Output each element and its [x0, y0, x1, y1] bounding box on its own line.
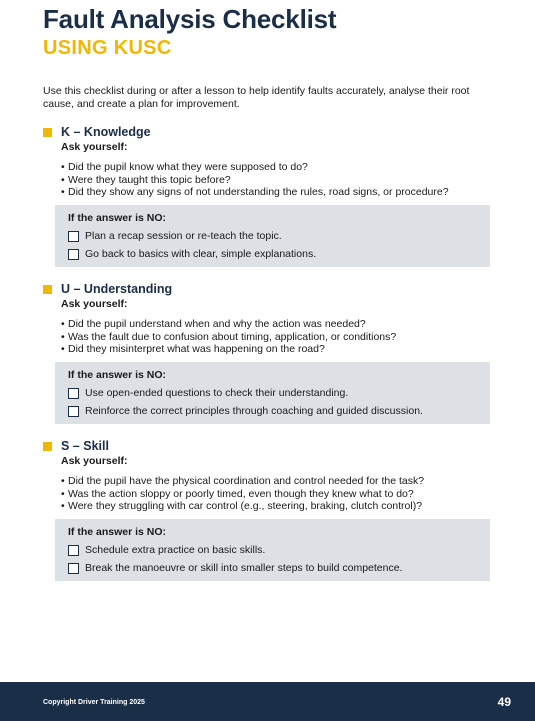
question-text: Were they struggling with car control (e.g., steering, braking, clutch control)? — [68, 500, 423, 512]
bullet-icon: • — [61, 186, 65, 198]
checklist-option[interactable] — [68, 562, 490, 575]
question-list — [61, 318, 493, 356]
question-text: Did the pupil have the physical coordination and control needed for the task? — [68, 475, 425, 487]
checklist-option[interactable] — [68, 248, 490, 261]
bullet-icon: • — [61, 475, 65, 487]
option-label: Go back to basics with clear, simple explanations. — [85, 248, 317, 260]
option-label: Reinforce the correct principles through coaching and guided discussion. — [85, 405, 423, 417]
checklist-option[interactable] — [68, 387, 490, 400]
section-understanding — [43, 281, 493, 424]
yellow-square-icon — [43, 128, 52, 137]
list-item — [61, 488, 493, 501]
list-item — [61, 186, 493, 199]
bullet-icon: • — [61, 161, 65, 173]
section-heading — [43, 124, 493, 140]
ask-yourself-label: Ask yourself: — [61, 141, 128, 153]
bullet-icon: • — [61, 330, 65, 343]
bullet-icon: • — [61, 318, 65, 330]
section-heading — [43, 281, 493, 297]
if-no-label: If the answer is NO: — [68, 211, 167, 224]
section-title: U – Understanding — [61, 282, 173, 296]
yellow-square-icon — [43, 285, 52, 294]
checklist-option[interactable] — [68, 230, 490, 243]
section-heading — [43, 438, 493, 454]
checkbox-icon[interactable] — [68, 406, 79, 417]
question-text: Did the pupil know what they were supposed to do? — [68, 161, 308, 173]
question-text: Did the pupil understand when and why the action was needed? — [68, 318, 366, 330]
option-label: Break the manoeuvre or skill into smaller steps to build competence. — [85, 562, 403, 574]
if-no-label: If the answer is NO: — [68, 368, 167, 381]
question-text: Was the action sloppy or poorly timed, even though they knew what to do? — [68, 487, 414, 500]
option-label: Schedule extra practice on basic skills. — [85, 544, 266, 556]
page-number: 49 — [497, 695, 511, 709]
list-item — [61, 318, 493, 331]
copyright-text: Copyright Driver Training 2025 — [43, 699, 145, 706]
section-knowledge — [43, 124, 493, 267]
checkbox-icon[interactable] — [68, 388, 79, 399]
bullet-icon: • — [61, 173, 65, 186]
list-item — [61, 174, 493, 187]
yellow-square-icon — [43, 442, 52, 451]
ask-yourself-label: Ask yourself: — [61, 455, 128, 467]
checkbox-icon[interactable] — [68, 249, 79, 260]
section-title: S – Skill — [61, 439, 109, 453]
ask-yourself-label: Ask yourself: — [61, 298, 128, 310]
question-text: Were they taught this topic before? — [68, 173, 231, 186]
question-text: Was the fault due to confusion about timing, application, or conditions? — [68, 330, 397, 343]
question-text: Did they misinterpret what was happening on the road? — [68, 343, 325, 355]
list-item — [61, 343, 493, 356]
list-item — [61, 475, 493, 488]
bullet-icon: • — [61, 487, 65, 500]
if-no-box — [55, 362, 490, 424]
question-text: Did they show any signs of not understanding the rules, road signs, or procedure? — [68, 186, 449, 198]
section-title: K – Knowledge — [61, 125, 151, 139]
checklist-option[interactable] — [68, 544, 490, 557]
list-item — [61, 500, 493, 513]
bullet-icon: • — [61, 343, 65, 355]
checklist-option[interactable] — [68, 405, 490, 418]
list-item — [61, 161, 493, 174]
section-skill — [43, 438, 493, 581]
list-item — [61, 331, 493, 344]
page-title: Fault Analysis Checklist — [43, 4, 337, 34]
question-list — [61, 161, 493, 199]
page-subtitle: USING KUSC — [43, 37, 172, 59]
checkbox-icon[interactable] — [68, 231, 79, 242]
question-list — [61, 475, 493, 513]
bullet-icon: • — [61, 500, 65, 512]
checkbox-icon[interactable] — [68, 545, 79, 556]
if-no-box — [55, 519, 490, 581]
page-footer — [0, 682, 535, 721]
if-no-label: If the answer is NO: — [68, 525, 167, 538]
option-label: Use open-ended questions to check their understanding. — [85, 387, 349, 399]
option-label: Plan a recap session or re-teach the topic. — [85, 230, 282, 242]
intro-paragraph: Use this checklist during or after a lesson to help identify faults accurately, analyse their root cause, and create a plan for improvement. — [43, 85, 470, 110]
checkbox-icon[interactable] — [68, 563, 79, 574]
if-no-box — [55, 205, 490, 267]
